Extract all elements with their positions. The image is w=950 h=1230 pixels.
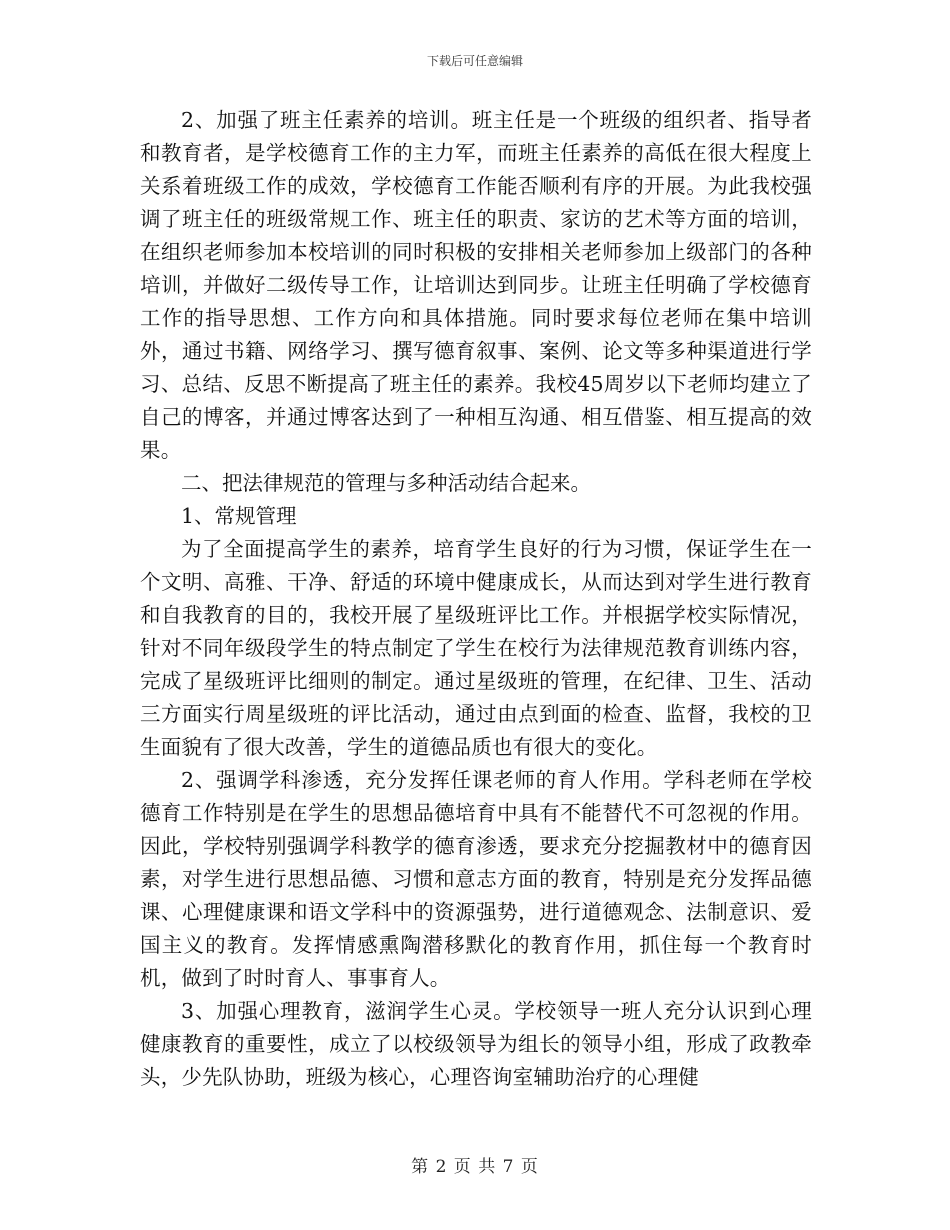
document-body (140, 104, 812, 1094)
section-heading-two: 二、把法律规范的管理与多种活动结合起来。 (181, 471, 591, 495)
page-footer (0, 1152, 950, 1177)
paragraph-routine-management: 为了全面提高学生的素养，培育学生良好的行为习惯，保证学生在一个文明、高雅、干净、舒适的环境中健康成长，从而达到对学生进行教育和自我教育的目的，我校开展了星级班评比工作。并根据学校实际情况，针对不同年级段学生的特点制定了学生在校行为法律规范教育训练内容，完成了星级班评比细则的制定。通过星级班的管理，在纪律、卫生、活动三方面实行周星级班的评比活动，通过由点到面的检查、监督，我校的卫生面貌有了很大改善，学生的道德品质也有很大的变化。 (140, 537, 812, 759)
paragraph-subject-infiltration: 2、强调学科渗透，充分发挥任课老师的育人作用。学科老师在学校德育工作特别是在学生的思想品德培育中具有不能替代不可忽视的作用。因此，学校特别强调学科教学的德育渗透，要求充分挖掘教材中的德育因素，对学生进行思想品德、习惯和意志方面的教育，特别是充分发挥品德课、心理健康课和语文学科中的资源强势，进行道德观念、法制意识、爱国主义的教育。发挥情感熏陶潜移默化的教育作用，抓住每一个教育时机，做到了时时育人、事事育人。 (140, 768, 812, 990)
header-note: 下载后可任意编辑 (426, 54, 523, 68)
paragraph-psychological-education: 3、加强心理教育，滋润学生心灵。学校领导一班人充分认识到心理健康教育的重要性，成立了以校级领导为组长的领导小组，形成了政教牵头，少先队协助，班级为核心，心理咨询室辅助治疗的心理健 (140, 999, 812, 1089)
footer-prefix: 第 (411, 1157, 430, 1177)
total-pages-number: 7 (502, 1157, 515, 1177)
current-page-number: 2 (435, 1157, 448, 1177)
subheading-routine-management: 1、常规管理 (181, 504, 297, 528)
footer-page-word: 页 (453, 1157, 472, 1177)
paragraph-teacher-training: 2、加强了班主任素养的培训。班主任是一个班级的组织者、指导者和教育者，是学校德育工作的主力军，而班主任素养的高低在很大程度上关系着班级工作的成效，学校德育工作能否顺利有序的开展。为此我校强调了班主任的班级常规工作、班主任的职责、家访的艺术等方面的培训，在组织老师参加本校培训的同时积极的安排相关老师参加上级部门的各种培训，并做好二级传导工作，让培训达到同步。让班主任明确了学校德育工作的指导思想、工作方向和具体措施。同时要求每位老师在集中培训外，通过书籍、网络学习、撰写德育叙事、案例、论文等多种渠道进行学习、总结、反思不断提高了班主任的素养。我校45周岁以下老师均建立了自己的博客，并通过博客达到了一种相互沟通、相互借鉴、相互提高的效果。 (140, 108, 812, 462)
footer-suffix: 页 (520, 1157, 539, 1177)
footer-total-word: 共 (478, 1157, 497, 1177)
